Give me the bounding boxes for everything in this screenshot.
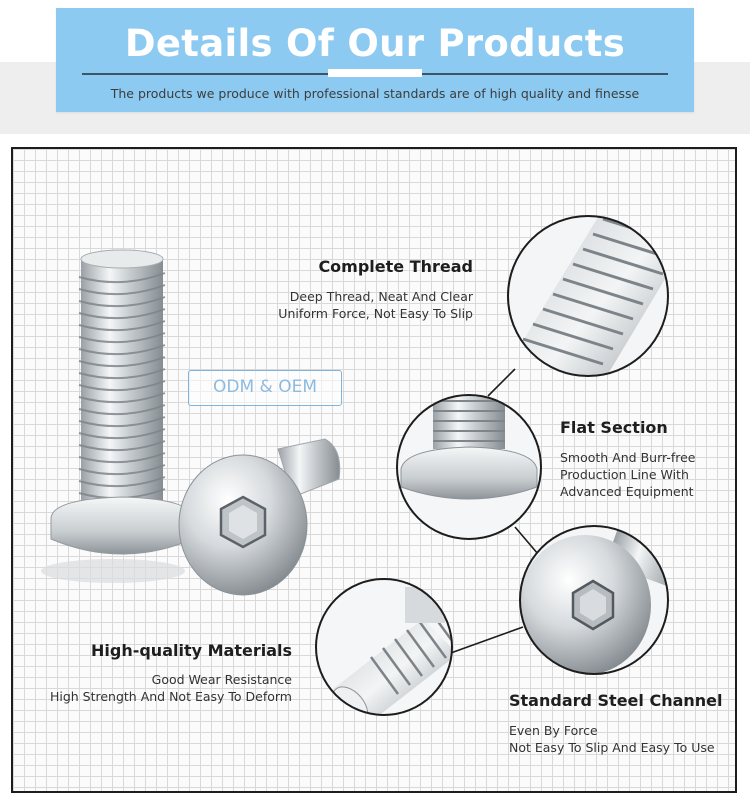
hex-socket-screw-photo (179, 439, 340, 595)
feature-title-materials: High-quality Materials (90, 641, 292, 660)
odm-oem-badge: ODM & OEM (188, 370, 342, 406)
button-head-screw-photo (41, 250, 193, 583)
feature-line: Production Line With (560, 467, 689, 482)
feature-line: Deep Thread, Neat And Clear (289, 289, 473, 304)
socket-closeup-photo (519, 507, 701, 675)
page-title: Details Of Our Products (124, 22, 626, 65)
feature-line: Smooth And Burr-free (560, 450, 696, 465)
title-divider-accent (328, 69, 422, 77)
screw-tip-photo (316, 579, 458, 732)
flat-section-photo (397, 389, 541, 539)
thread-detail-photo (508, 209, 683, 399)
feature-title-steel-channel: Standard Steel Channel (509, 691, 723, 710)
feature-title-flat-section: Flat Section (560, 418, 668, 437)
feature-line: Uniform Force, Not Easy To Slip (278, 306, 473, 321)
page-subtitle: The products we produce with professional standards are of high quality and finesse (110, 86, 640, 101)
product-detail-panel (11, 147, 737, 793)
feature-line: Advanced Equipment (560, 484, 694, 499)
feature-line: Not Easy To Slip And Easy To Use (509, 740, 715, 755)
header-banner (56, 8, 694, 112)
feature-line: Even By Force (509, 723, 598, 738)
feature-line: High Strength And Not Easy To Deform (49, 689, 292, 704)
feature-line: Good Wear Resistance (151, 672, 292, 687)
feature-title-thread: Complete Thread (318, 257, 473, 276)
